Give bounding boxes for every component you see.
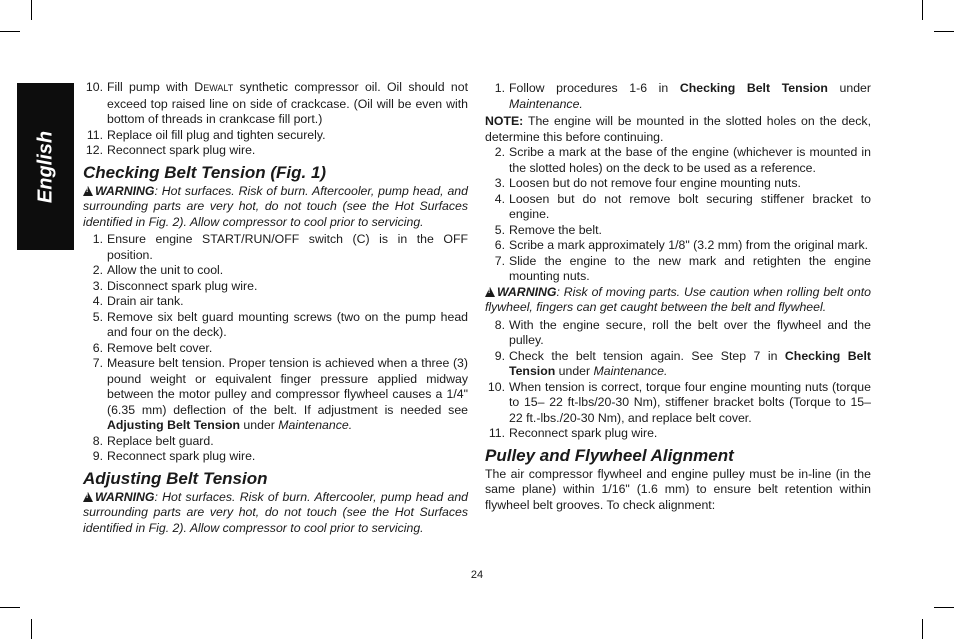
list-number: 3. [92, 278, 103, 293]
list-text: Remove the belt. [509, 222, 602, 237]
list-text: Replace belt guard. [107, 433, 214, 448]
warning-label: WARNING [497, 284, 557, 299]
section-heading: Pulley and Flywheel Alignment [485, 445, 734, 465]
list-item [485, 426, 871, 442]
warning-paragraph [83, 184, 468, 231]
language-tab-label: English [34, 130, 56, 203]
note-text: The engine will be mounted in the slotted holes on the deck, determine this before continuing. [485, 114, 871, 144]
cross-reference: Checking Belt Tension [679, 81, 828, 95]
list-item [485, 81, 871, 112]
list-number: 11. [488, 426, 505, 440]
list-number: 10. [487, 379, 505, 394]
note-label: NOTE: [485, 114, 524, 128]
list-text: Drain air tank. [107, 294, 184, 308]
list-item [485, 349, 871, 380]
list-number: 4. [92, 294, 103, 308]
list-item [485, 192, 871, 223]
list-text: Reconnect spark plug wire. [509, 426, 658, 440]
crop-mark [934, 607, 954, 608]
list-text: Ensure engine START/RUN/OFF switch (C) is in the OFF position. [107, 232, 468, 262]
list-text: under [827, 81, 871, 95]
crop-mark [922, 619, 923, 639]
list-item [83, 449, 468, 465]
list-text: Disconnect spark plug wire. [107, 278, 258, 293]
list-item [485, 318, 871, 349]
list-number: 5. [92, 309, 103, 324]
list-number: 6. [92, 340, 103, 355]
list-item [83, 310, 468, 341]
warning-icon [83, 492, 93, 502]
cross-reference: Checking Belt Tension [509, 348, 871, 378]
list-item [83, 80, 468, 128]
list-item [485, 238, 871, 254]
crop-mark [922, 0, 923, 20]
list-number: 2. [92, 263, 103, 277]
warning-label: WARNING [95, 183, 155, 198]
list-number: 9. [92, 449, 103, 463]
list-number: 8. [92, 433, 103, 448]
brand-text: EWALT [203, 83, 234, 93]
section-reference: Maintenance. [278, 418, 353, 432]
list-text: synthetic compressor oil. Oil should not exceed top raised line on side of crackcase. (Oil will be even with bottom of threads in crankcase fill port.) [107, 80, 469, 126]
list-item [485, 380, 871, 427]
crop-mark [31, 619, 32, 639]
list-text: Loosen but do not remove bolt securing stiffener bracket to engine. [509, 191, 871, 221]
list-number: 5. [494, 222, 505, 237]
crop-mark [934, 31, 954, 32]
crop-mark [31, 0, 32, 20]
list-number: 7. [92, 356, 103, 370]
list-text: under [239, 418, 279, 432]
warning-icon [485, 287, 495, 297]
list-text: Scribe a mark at the base of the engine (whichever is mounted in the slotted holes) on the deck to be used as a reference. [509, 145, 871, 175]
body-paragraph: The air compressor flywheel and engine pulley must be in-line (in the same plane) within 1/16" (1.6 mm) to ensure belt retention within flywheel belt grooves. To check alignment: [485, 466, 871, 512]
list-text: Reconnect spark plug wire. [107, 143, 256, 157]
list-item [83, 356, 468, 434]
list-number: 8. [494, 317, 505, 332]
list-text: Check the belt tension again. See Step 7 in [509, 348, 785, 363]
list-text: Fill pump with D [107, 80, 204, 94]
list-item [83, 294, 468, 310]
section-reference: Maintenance. [593, 364, 668, 378]
list-item [485, 145, 871, 176]
section-heading: Checking Belt Tension (Fig. 1) [83, 162, 327, 182]
list-text: Follow procedures 1-6 in [509, 81, 680, 95]
list-text: Reconnect spark plug wire. [107, 449, 256, 463]
warning-text: : Risk of moving parts. Use caution when rolling belt onto flywheel, fingers can get caught between the belt and flywheel. [485, 284, 871, 314]
list-text: Scribe a mark approximately 1/8" (3.2 mm) from the original mark. [509, 238, 869, 252]
warning-paragraph [485, 285, 871, 316]
list-number: 12. [85, 143, 103, 157]
list-number: 3. [494, 176, 505, 190]
list-number: 4. [494, 191, 505, 206]
list-text: Remove six belt guard mounting screws (two on the pump head and four on the deck). [107, 309, 468, 339]
warning-text: : Hot surfaces. Risk of burn. Aftercooler, pump head, and surrounding parts are very hot, do not touch (see the Hot Surfaces identified in Fig. 2). Allow compressor to cool prior to servicing. [83, 183, 468, 229]
warning-paragraph [83, 490, 468, 537]
list-number: 7. [494, 253, 505, 268]
list-item [83, 263, 468, 279]
language-tab [17, 83, 74, 250]
list-item [83, 434, 468, 450]
list-item [83, 143, 468, 159]
crop-mark [0, 607, 20, 608]
crop-mark [0, 31, 20, 32]
list-number: 10. [85, 80, 103, 94]
list-item [83, 341, 468, 357]
cross-reference: Adjusting Belt Tension [107, 418, 240, 432]
warning-label: WARNING [95, 489, 155, 504]
list-item [83, 279, 468, 295]
page-number: 24 [470, 569, 484, 581]
list-item [83, 128, 468, 144]
list-text: Allow the unit to cool. [107, 263, 224, 277]
section-heading: Adjusting Belt Tension [83, 468, 268, 488]
list-text: Remove belt cover. [107, 340, 213, 355]
list-number: 6. [494, 238, 505, 252]
list-number: 11. [86, 127, 103, 142]
list-text: under [555, 364, 594, 378]
list-number: 1. [92, 232, 103, 246]
list-text: Replace oil fill plug and tighten securely. [107, 127, 326, 142]
section-reference: Maintenance. [509, 96, 583, 111]
list-text: Loosen but do not remove four engine mounting nuts. [509, 176, 801, 190]
note-paragraph [485, 114, 871, 145]
list-item [485, 176, 871, 192]
left-column [83, 80, 468, 538]
list-number: 2. [494, 145, 505, 159]
list-text: Slide the engine to the new mark and retighten the engine mounting nuts. [509, 253, 871, 283]
warning-icon [83, 186, 93, 196]
list-text: With the engine secure, roll the belt over the flywheel and the pulley. [509, 317, 871, 347]
list-text: When tension is correct, torque four engine mounting nuts (torque to 15– 22 ft-lbs/20-30 Nm), stiffener bracket bolts (Torque to 15–22 ft.-lbs./20-30 Nm), and replace belt cover. [509, 379, 871, 425]
warning-text: : Hot surfaces. Risk of burn. Aftercooler, pump head and surrounding parts are very hot, do not touch (see the Hot Surfaces identified in Fig. 2). Allow compressor to cool prior to servicing. [83, 489, 468, 535]
right-column [485, 80, 871, 513]
list-item [83, 232, 468, 263]
list-item [485, 223, 871, 239]
list-item [485, 254, 871, 285]
list-number: 1. [494, 81, 505, 95]
list-text: Measure belt tension. Proper tension is achieved when a three (3) pound weight or equivalent finger pressure applied midway between the motor pulley and compressor flywheel causes a 1/4" (6.35 mm) deflection of the belt. If adjustment is needed see [107, 356, 468, 417]
list-number: 9. [494, 348, 505, 363]
